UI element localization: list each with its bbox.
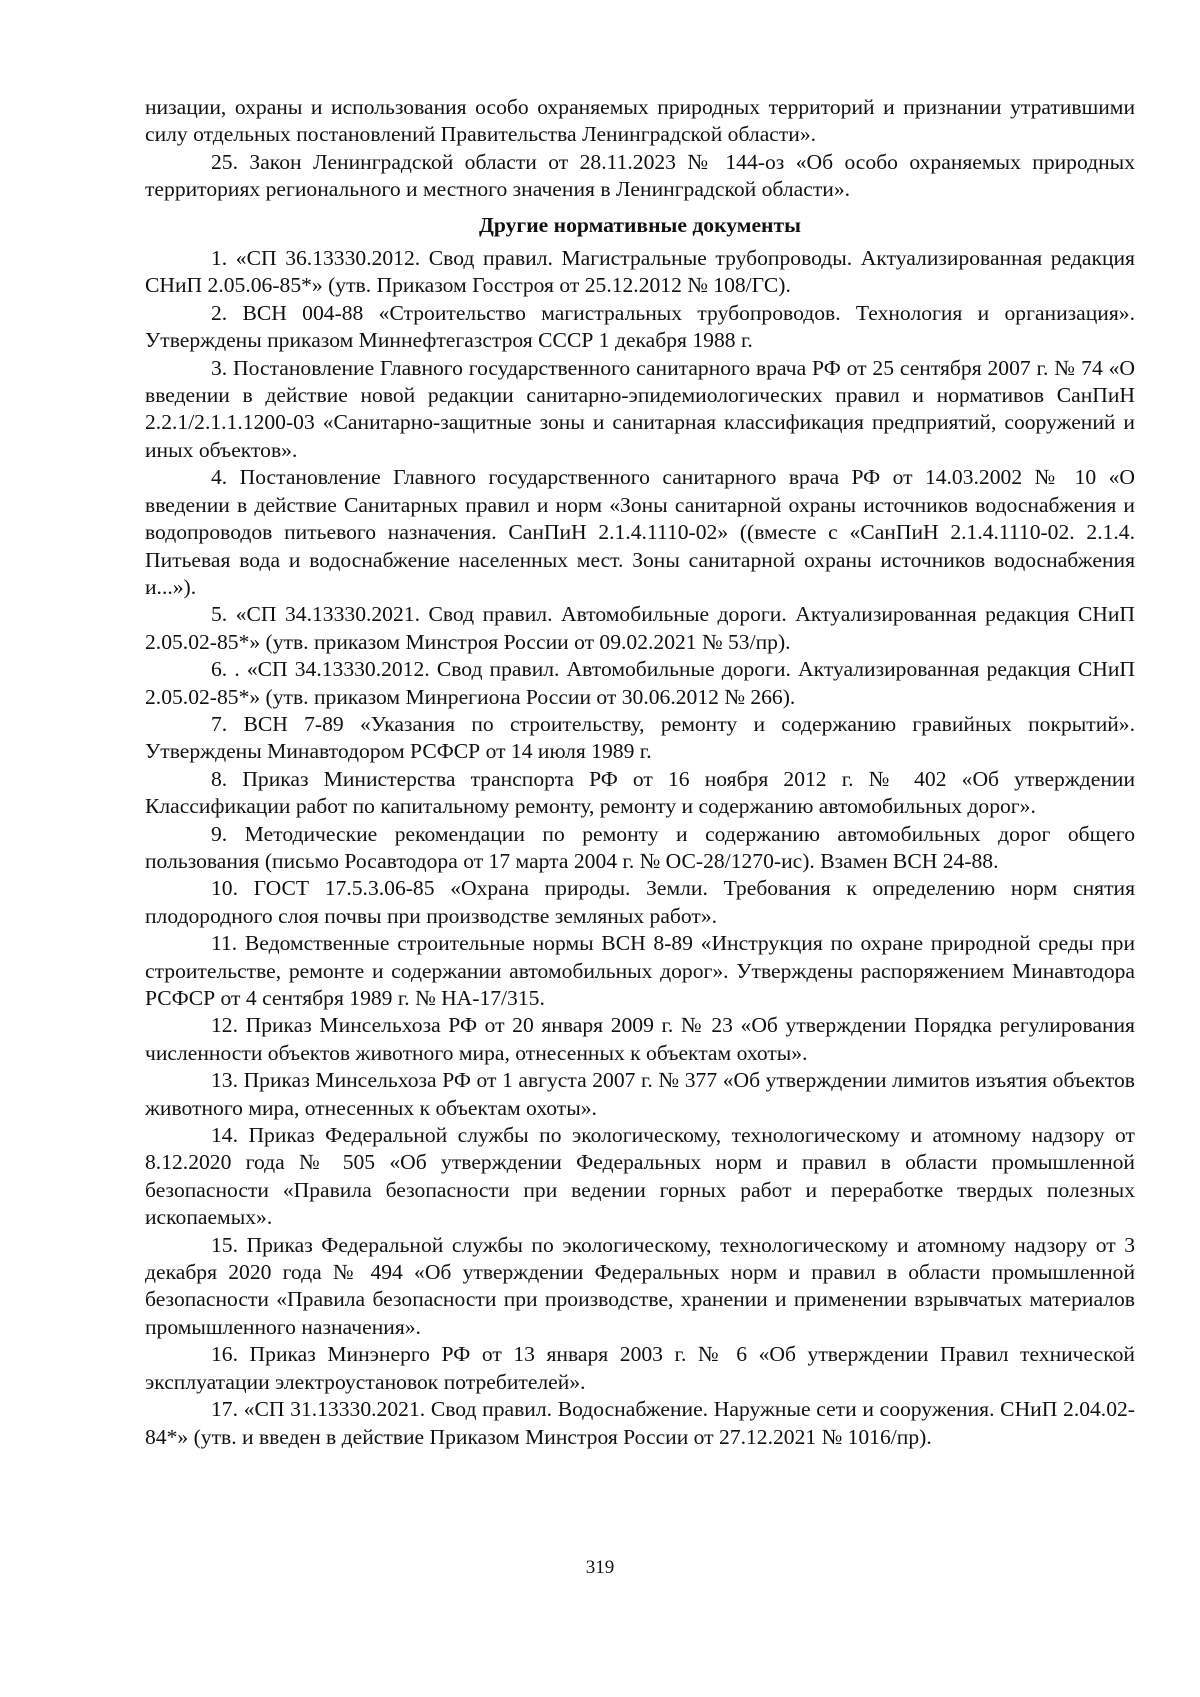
document-item-9: 9. Методические рекомендации по ремонту и содержанию автомобильных дорог общего пользования (письмо Росавтодора от 17 марта 2004 г. № ОС-28/1270-ис). Взамен ВСН 24-88. xyxy=(145,821,1135,873)
document-page xyxy=(145,94,1135,1451)
document-item-16: 16. Приказ Минэнерго РФ от 13 января 2003 г. № 6 «Об утверждении Правил технической эксплуатации электроустановок потребителей». xyxy=(145,1342,1135,1394)
document-item-17: 17. «СП 31.13330.2021. Свод правил. Водоснабжение. Наружные сети и сооружения. СНиП 2.04.02-84*» (утв. и введен в действие Приказом Минстроя России от 27.12.2021 № 1016/пр). xyxy=(145,1397,1135,1449)
document-item-1: 1. «СП 36.13330.2012. Свод правил. Магистральные трубопроводы. Актуализированная редакция СНиП 2.05.06-85*» (утв. Приказом Госстроя от 25.12.2012 № 108/ГС). xyxy=(145,246,1135,298)
law-item-25: 25. Закон Ленинградской области от 28.11.2023 № 144-оз «Об особо охраняемых природных территориях регионального и местного значения в Ленинградской области». xyxy=(145,149,1135,202)
document-item-7: 7. ВСН 7-89 «Указания по строительству, ремонту и содержанию гравийных покрытий». Утверждены Минавтодором РСФСР от 14 июля 1989 г. xyxy=(145,711,1135,764)
document-item-4: 4. Постановление Главного государственного санитарного врача РФ от 14.03.2002 № 10 «О введении в действие Санитарных правил и норм «Зоны санитарной охраны источников водоснабжения и водопроводов питьевого назначения. СанПиН 2.1.4.1110-02» ((вместе с «СанПиН 2.1.4.1110-02. 2.1.4. Питьевая вода и водоснабжение населенных мест. Зоны санитарной охраны источников водоснабжения и...»). xyxy=(145,465,1135,599)
section-heading: Другие нормативные документы xyxy=(479,212,801,237)
document-item-15: 15. Приказ Федеральной службы по экологическому, технологическому и атомному надзору от 3 декабря 2020 года № 494 «Об утверждении Федеральных норм и правил в области промышленной безопасности «Правила безопасности при производстве, хранении и применении взрывчатых материалов промышленного назначения». xyxy=(145,1232,1135,1339)
document-item-2: 2. ВСН 004-88 «Строительство магистральных трубопроводов. Технология и организация». Утверждены приказом Миннефтегазстроя СССР 1 декабря 1988 г. xyxy=(145,300,1135,353)
page-number: 319 xyxy=(585,1557,615,1578)
document-item-13: 13. Приказ Минсельхоза РФ от 1 августа 2007 г. № 377 «Об утверждении лимитов изъятия объектов животного мира, отнесенных к объектам охоты». xyxy=(145,1068,1135,1120)
document-item-8: 8. Приказ Министерства транспорта РФ от 16 ноября 2012 г. № 402 «Об утверждении Классификации работ по капитальному ремонту, ремонту и содержанию автомобильных дорог». xyxy=(145,766,1135,819)
document-item-3: 3. Постановление Главного государственного санитарного врача РФ от 25 сентября 2007 г. № 74 «О введении в действие новой редакции санитарно-эпидемиологических правил и нормативов СанПиН 2.2.1/2.1.1.1200-03 «Санитарно-защитные зоны и санитарная классификация предприятий, сооружений и иных объектов». xyxy=(145,355,1135,462)
document-item-6: 6. . «СП 34.13330.2012. Свод правил. Автомобильные дороги. Актуализированная редакция СНиП 2.05.02-85*» (утв. приказом Минрегиона России от 30.06.2012 № 266). xyxy=(145,657,1135,709)
continued-paragraph: низации, охраны и использования особо охраняемых природных территорий и признании утратившими силу отдельных постановлений Правительства Ленинградской области». xyxy=(145,95,1135,147)
document-item-11: 11. Ведомственные строительные нормы ВСН 8-89 «Инструкция по охране природной среды при строительстве, ремонте и содержании автомобильных дорог». Утверждены распоряжением Минавтодора РСФСР от 4 сентября 1989 г. № НА-17/315. xyxy=(145,931,1135,1010)
document-item-10: 10. ГОСТ 17.5.3.06-85 «Охрана природы. Земли. Требования к определению норм снятия плодородного слоя почвы при производстве земляных работ». xyxy=(145,876,1135,928)
document-item-14: 14. Приказ Федеральной службы по экологическому, технологическому и атомному надзору от 8.12.2020 года № 505 «Об утверждении Федеральных норм и правил в области промышленной безопасности «Правила безопасности при ведении горных работ и переработке твердых полезных ископаемых». xyxy=(145,1123,1135,1230)
document-item-5: 5. «СП 34.13330.2021. Свод правил. Автомобильные дороги. Актуализированная редакция СНиП 2.05.02-85*» (утв. приказом Минстроя России от 09.02.2021 № 53/пр). xyxy=(145,602,1135,654)
document-item-12: 12. Приказ Минсельхоза РФ от 20 января 2009 г. № 23 «Об утверждении Порядка регулирования численности объектов животного мира, отнесенных к объектам охоты». xyxy=(145,1013,1135,1065)
